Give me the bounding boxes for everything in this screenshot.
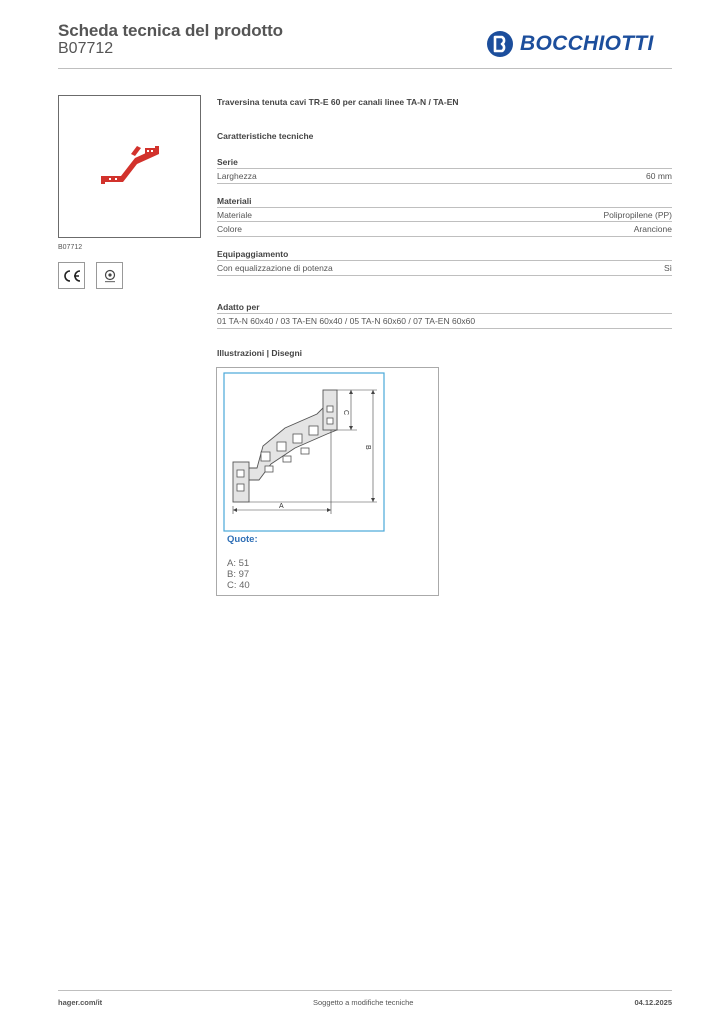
- brand-mark-icon: [486, 30, 514, 58]
- dimension-drawing: [223, 372, 385, 532]
- section-illustrazioni: Illustrazioni | Disegni: [217, 348, 303, 358]
- spec-value: Polipropilene (PP): [603, 210, 672, 220]
- section-adatto: Adatto per: [217, 302, 260, 312]
- divider: [217, 236, 672, 237]
- brand-logo: [486, 29, 654, 59]
- dim-label-a: A: [279, 503, 284, 510]
- header-divider: [58, 68, 672, 69]
- spec-label: Materiale: [217, 210, 252, 220]
- spec-row-colore: [217, 224, 672, 234]
- spec-row-larghezza: [217, 171, 672, 181]
- quote-a: A: 51: [227, 558, 250, 569]
- footer-website: hager.com/it: [58, 998, 103, 1007]
- technical-drawing: [216, 367, 439, 596]
- page-title: Scheda tecnica del prodotto: [58, 21, 283, 40]
- spec-value: Arancione: [633, 224, 672, 234]
- adatto-value: 01 TA-N 60x40 / 03 TA-EN 60x40 / 05 TA-N 60x60 / 07 TA-EN 60x60: [217, 316, 476, 326]
- product-thumbnail-icon: [59, 96, 200, 237]
- product-code: B07712: [58, 40, 114, 57]
- product-title: Traversina tenuta cavi TR-E 60 per canali linee TA-N / TA-EN: [217, 97, 459, 107]
- spec-value: Sì: [663, 263, 672, 273]
- brand-name: BOCCHIOTTI: [520, 32, 654, 55]
- product-image: [58, 95, 201, 238]
- test-mark-icon: [96, 262, 123, 289]
- divider: [217, 221, 672, 222]
- section-caratteristiche: Caratteristiche tecniche: [217, 131, 314, 141]
- divider: [217, 183, 672, 184]
- spec-row-equalizzazione: [217, 263, 672, 273]
- divider: [217, 168, 672, 169]
- spec-row-materiale: [217, 210, 672, 220]
- quote-title: Quote:: [227, 534, 258, 545]
- section-equipaggiamento: Equipaggiamento: [217, 249, 289, 259]
- spec-label: Con equalizzazione di potenza: [217, 263, 333, 273]
- spec-label: Larghezza: [217, 171, 257, 181]
- section-serie: Serie: [217, 157, 238, 167]
- divider: [217, 313, 672, 314]
- footer-date: 04.12.2025: [634, 998, 672, 1007]
- divider: [217, 260, 672, 261]
- dim-label-b: B: [364, 445, 371, 450]
- adatto-text: [217, 316, 672, 326]
- divider: [217, 207, 672, 208]
- section-materiali: Materiali: [217, 196, 252, 206]
- divider: [217, 275, 672, 276]
- quote-b: B: 97: [227, 569, 250, 580]
- spec-value: 60 mm: [646, 171, 672, 181]
- divider: [217, 328, 672, 329]
- ce-mark-icon: [58, 262, 85, 289]
- dim-label-c: C: [342, 410, 349, 416]
- spec-label: Colore: [217, 224, 243, 234]
- footer-divider: [58, 990, 672, 991]
- quote-c: C: 40: [227, 580, 250, 591]
- footer-note: Soggetto a modifiche tecniche: [313, 998, 414, 1007]
- thumbnail-code: B07712: [58, 244, 83, 251]
